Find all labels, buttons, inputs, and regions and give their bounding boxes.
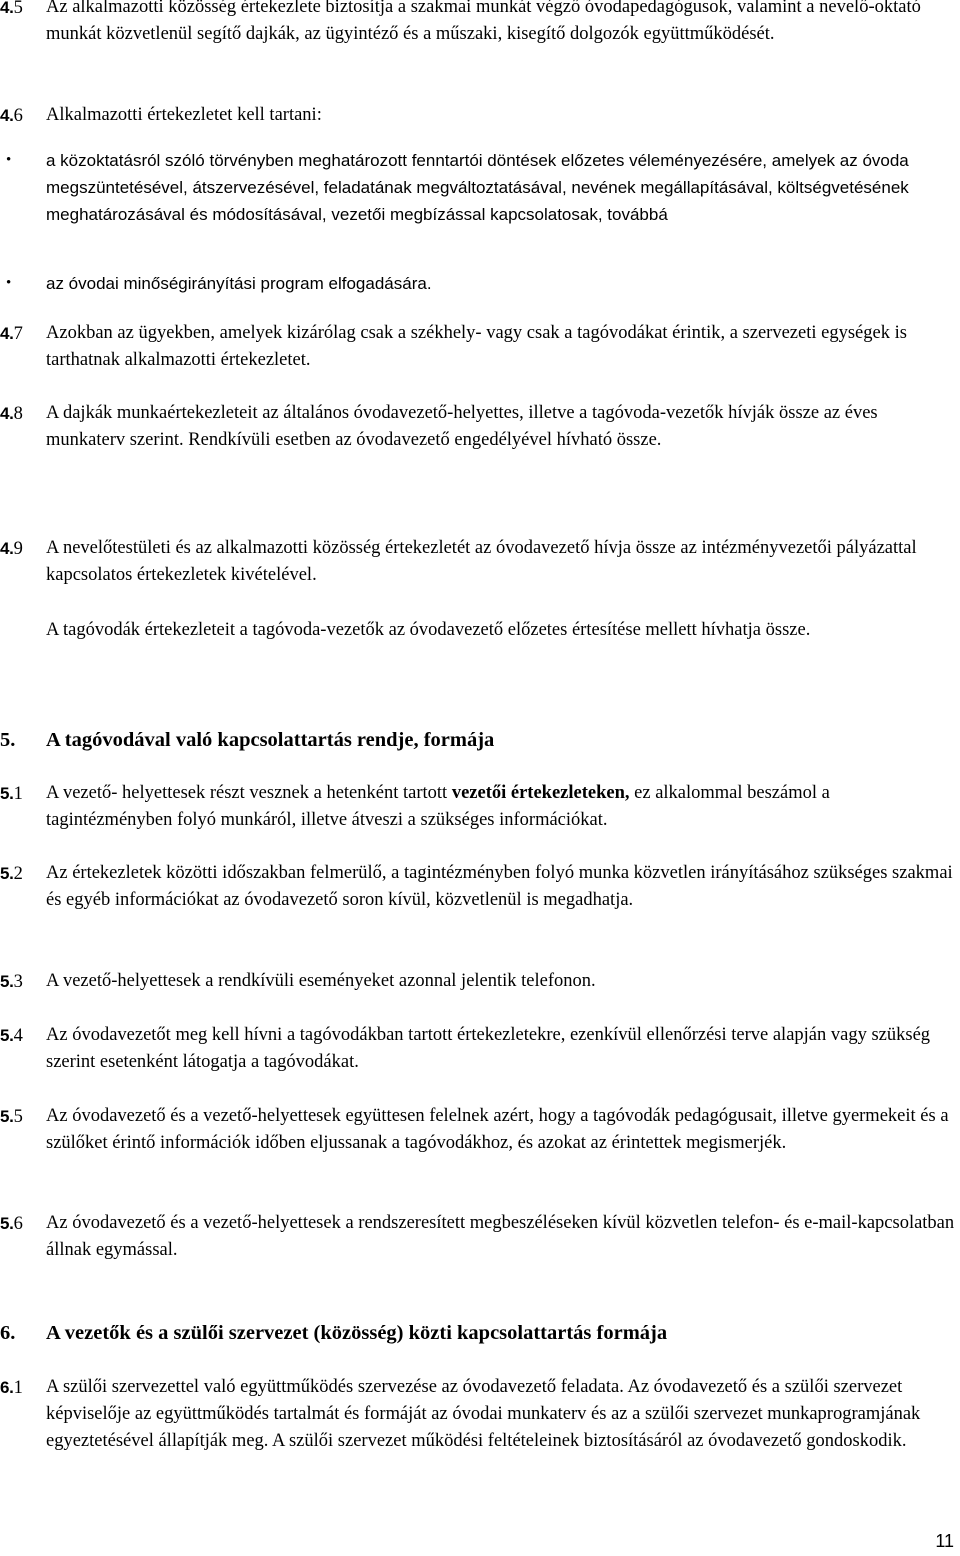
bullet-text: a közoktatásról szóló törvényben meghatározott fenntartói döntések előzetes véleményezésére, amelyek az óvoda megszüntetésével, átszervezésével, feladatának megváltoztatásával, nevének megállapításával, költségvetésének meghatározásával és módosításával, vezetői megbízással kapcsolatosak, továbbá [46, 151, 909, 224]
paragraph-text: A nevelőtestületi és az alkalmazotti közösség értekezletét az óvodavezető hívja össze az intézményvezetői pályázattal kapcsolatos értekezletek kivételével. [46, 538, 917, 585]
section-number: 4.5 [0, 0, 23, 18]
page-number: 11 [935, 1531, 954, 1551]
paragraph-text: A tagóvodák értekezleteit a tagóvoda-vezetők az óvodavezető előzetes értesítése mellett hívhatja össze. [46, 620, 811, 640]
paragraph-5-6 [0, 1210, 960, 1264]
heading-title: A vezetők és a szülői szervezet (közösség) közti kapcsolattartás formája [46, 1322, 668, 1344]
paragraph-5-5 [0, 1103, 960, 1157]
section-heading-5 [0, 726, 960, 754]
paragraph-4-9-continued [0, 617, 960, 644]
section-number: 4.6 [0, 106, 23, 126]
paragraph-text: Azokban az ügyekben, amelyek kizárólag csak a székhely- vagy csak a tagóvodákat érintik, a szervezeti egységek is tarthatnak alkalmazotti értekezletet. [46, 323, 907, 370]
paragraph-text: Az értekezletek közötti időszakban felmerülő, a tagintézményben folyó munka közvetlen irányításához szükséges szakmai és egyéb információkat az óvodavezető soron kívül, közvetlenül is megadhatja. [46, 863, 953, 910]
paragraph-text: Az óvodavezető és a vezető-helyettesek együttesen felelnek azért, hogy a tagóvodák pedagógusait, illetve gyermekeit és a szülőket érintő információk időben eljussanak a tagóvodákhoz, és azokat az érintettek megismerjék. [46, 1106, 949, 1153]
heading-number: 5. [0, 729, 16, 751]
paragraph-text: A szülői szervezettel való együttműködés szervezése az óvodavezető feladata. Az óvodavezető és a szülői szervezet képviselője az együttműködés tartalmát és formáját az óvodai munkaterv és az a szülői szervezet munkaprogramjának egyeztetésével állapítják meg. A szülői szervezet működési feltételeinek biztosításáról az óvodavezető gondoskodik. [46, 1377, 921, 1451]
paragraph-4-6 [0, 102, 960, 129]
bullet-icon: • [6, 275, 12, 291]
paragraph-text: A vezető-helyettesek a rendkívüli eseményeket azonnal jelentik telefonon. [46, 971, 596, 991]
paragraph-text: Az alkalmazotti közösség értekezlete biztosítja a szakmai munkát végző óvodapedagógusok, valamint a nevelő-oktató munkát közvetlenül segítő dajkák, az ügyintéző és a műszaki, kisegítő dolgozók együttműködését. [46, 0, 921, 44]
section-number: 5.4 [0, 1026, 23, 1046]
section-number: 5.3 [0, 972, 23, 992]
bullet-item-fenntartoi-dontesek [0, 147, 960, 228]
bullet-item-minosegiranyitasi-program [0, 270, 960, 297]
heading-number: 6. [0, 1322, 16, 1344]
section-number: 5.6 [0, 1214, 23, 1234]
section-number: 4.8 [0, 404, 23, 424]
paragraph-6-1 [0, 1374, 960, 1455]
paragraph-text: Az óvodavezetőt meg kell hívni a tagóvodákban tartott értekezletekre, ezenkívül ellenőrzési terve alapján vagy szükség szerint esetenként látogatja a tagóvodákat. [46, 1025, 931, 1072]
paragraph-4-9 [0, 535, 960, 589]
section-number: 6.1 [0, 1378, 23, 1398]
paragraph-5-3 [0, 968, 960, 995]
paragraph-text: A dajkák munkaértekezleteit az általános óvodavezető-helyettes, illetve a tagóvoda-vezetők hívják össze az éves munkaterv szerint. Rendkívüli esetben az óvodavezető engedélyével hívható össze. [46, 403, 878, 450]
bullet-text: az óvodai minőségirányítási program elfogadására. [46, 274, 432, 293]
paragraph-4-7 [0, 320, 960, 374]
paragraph-text: Az óvodavezető és a vezető-helyettesek a rendszeresített megbeszéléseken kívül közvetlen telefon- és e-mail-kapcsolatban állnak egymással. [46, 1213, 955, 1260]
section-number: 4.9 [0, 539, 23, 559]
heading-title: A tagóvodával való kapcsolattartás rendje, formája [46, 729, 495, 751]
bold-phrase: vezetői értekezleteken, [451, 783, 630, 803]
section-heading-6 [0, 1319, 960, 1347]
paragraph-text: A vezető- helyettesek részt vesznek a hetenként tartott vezetői értekezleteken, ez alkalommal beszámol a tagintézményben folyó munkáról, illetve átveszi a szükséges információkat. [46, 783, 830, 830]
paragraph-5-4 [0, 1022, 960, 1076]
section-number: 5.5 [0, 1107, 23, 1127]
section-number: 4.7 [0, 324, 23, 344]
paragraph-5-2 [0, 860, 960, 914]
paragraph-4-8 [0, 400, 960, 454]
paragraph-4-5 [0, 0, 960, 48]
section-number: 5.2 [0, 864, 23, 884]
paragraph-5-1 [0, 780, 960, 834]
section-number: 5.1 [0, 784, 23, 804]
paragraph-text: Alkalmazotti értekezletet kell tartani: [46, 105, 322, 125]
bullet-icon: • [6, 152, 12, 168]
